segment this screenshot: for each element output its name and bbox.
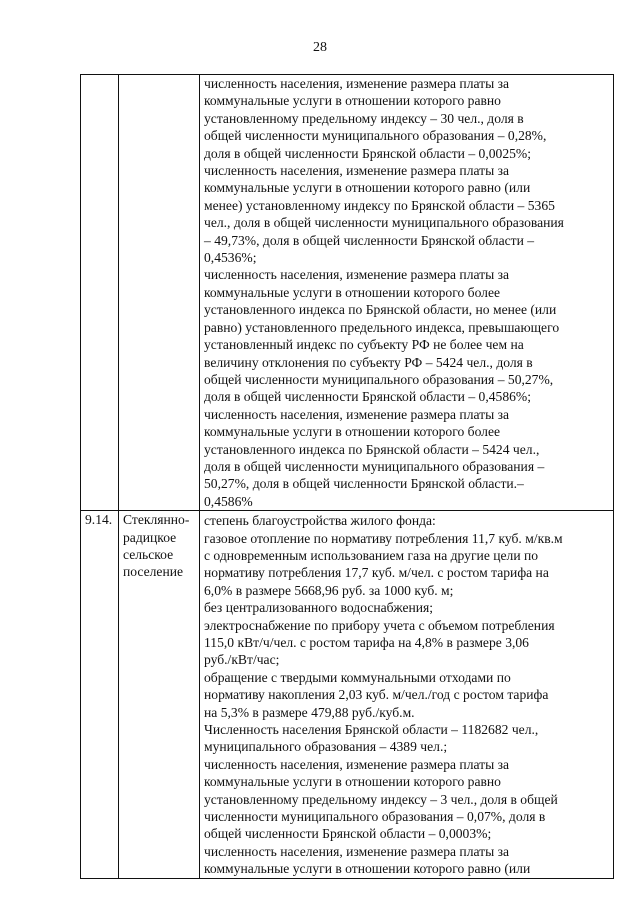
text-line: общей численности муниципального образования – 50,27%, <box>204 371 554 387</box>
text-line: численности муниципального образования – 0,07%, доля в <box>204 809 546 825</box>
text-line: общей численности Брянской области – 0,0003%; <box>204 826 492 842</box>
row-number-cell: 9.14. <box>81 511 119 879</box>
text-line: численность населения, изменение размера платы за <box>204 76 510 91</box>
text-line: коммунальные услуги в отношении которого более <box>204 424 501 440</box>
municipality-name-cell <box>119 75 200 511</box>
text-line: нормативу накопления 2,03 куб. м/чел./год с ростом тарифа <box>204 687 549 703</box>
text-line: численность населения, изменение размера платы за <box>204 163 510 179</box>
text-line: доля в общей численности Брянской области – 0,0025%; <box>204 145 532 161</box>
text-line: 0,4536%; <box>204 250 257 266</box>
table-row <box>81 511 614 879</box>
text-line: равно) установленного предельного индекса, превышающего <box>204 319 560 335</box>
text-line: чел., доля в общей численности муниципального образования <box>204 215 564 231</box>
text-line: величину отклонения по субъекту РФ – 5424 чел., доля в <box>204 354 533 370</box>
text-line: менее) установленному индексу по Брянской области – 5365 <box>204 197 555 213</box>
text-line: с одновременным использованием газа на другие цели по <box>204 547 539 563</box>
text-line: установленному предельному индексу – 3 чел., доля в общей <box>204 791 558 807</box>
text-line: 0,4586% <box>204 493 253 509</box>
text-line: коммунальные услуги в отношении которого равно (или <box>204 180 531 196</box>
text-line: степень благоустройства жилого фонда: <box>204 513 436 529</box>
text-line: 115,0 кВт/ч/чел. с ростом тарифа на 4,8% в размере 3,06 <box>204 635 529 650</box>
text-line: газовое отопление по нормативу потребления 11,7 куб. м/кв.м <box>204 530 563 546</box>
text-line: установленный индекс по субъекту РФ не более чем на <box>204 337 524 353</box>
text-line: коммунальные услуги в отношении которого равно <box>204 774 501 790</box>
text-line: на 5,3% в размере 479,88 руб./куб.м. <box>204 704 415 720</box>
text-line: численность населения, изменение размера платы за <box>204 843 510 859</box>
text-line: численность населения, изменение размера платы за <box>204 756 510 772</box>
description-cell <box>200 75 614 511</box>
text-line: электроснабжение по прибору учета с объемом потребления <box>204 617 555 633</box>
text-line: доля в общей численности муниципального образования – <box>204 458 545 474</box>
text-line: коммунальные услуги в отношении которого более <box>204 284 501 300</box>
text-line: – 49,73%, доля в общей численности Брянской области – <box>204 232 535 248</box>
text-line: коммунальные услуги в отношении которого равно (или <box>204 861 531 877</box>
text-line: без централизованного водоснабжения; <box>204 600 434 616</box>
name-line: Стеклянно- <box>123 512 190 528</box>
text-line: установленного индекса по Брянской области, но менее (или <box>204 302 557 318</box>
text-line: общей численности муниципального образования – 0,28%, <box>204 128 547 144</box>
text-line: численность населения, изменение размера платы за <box>204 267 510 283</box>
text-line: 6,0% в размере 5668,96 руб. за 1000 куб. м; <box>204 582 454 598</box>
text-line: коммунальные услуги в отношении которого равно <box>204 93 501 109</box>
table-row <box>81 75 614 511</box>
text-line: Численность населения Брянской области – 1182682 чел., <box>204 722 539 738</box>
text-line: муниципального образования – 4389 чел.; <box>204 739 448 755</box>
name-line: радицкое <box>123 529 177 545</box>
page-number: 28 <box>313 40 327 55</box>
municipality-name-cell <box>119 511 200 879</box>
text-line: нормативу потребления 17,7 куб. м/чел. с ростом тарифа на <box>204 565 549 581</box>
name-line: поселение <box>123 564 184 580</box>
description-cell <box>200 511 614 879</box>
row-number-cell <box>81 75 119 511</box>
text-line: руб./кВт/час; <box>204 652 280 668</box>
text-line: обращение с твердыми коммунальными отходами по <box>204 669 511 685</box>
text-line: установленного индекса по Брянской области – 5424 чел., <box>204 441 540 457</box>
text-line: доля в общей численности Брянской области – 0,4586%; <box>204 389 532 405</box>
text-line: численность населения, изменение размера платы за <box>204 406 510 422</box>
text-line: 50,27%, доля в общей численности Брянской области.– <box>204 476 524 492</box>
name-line: сельское <box>123 546 174 562</box>
text-line: установленному предельному индексу – 30 чел., доля в <box>204 110 524 126</box>
document-table <box>80 74 614 879</box>
